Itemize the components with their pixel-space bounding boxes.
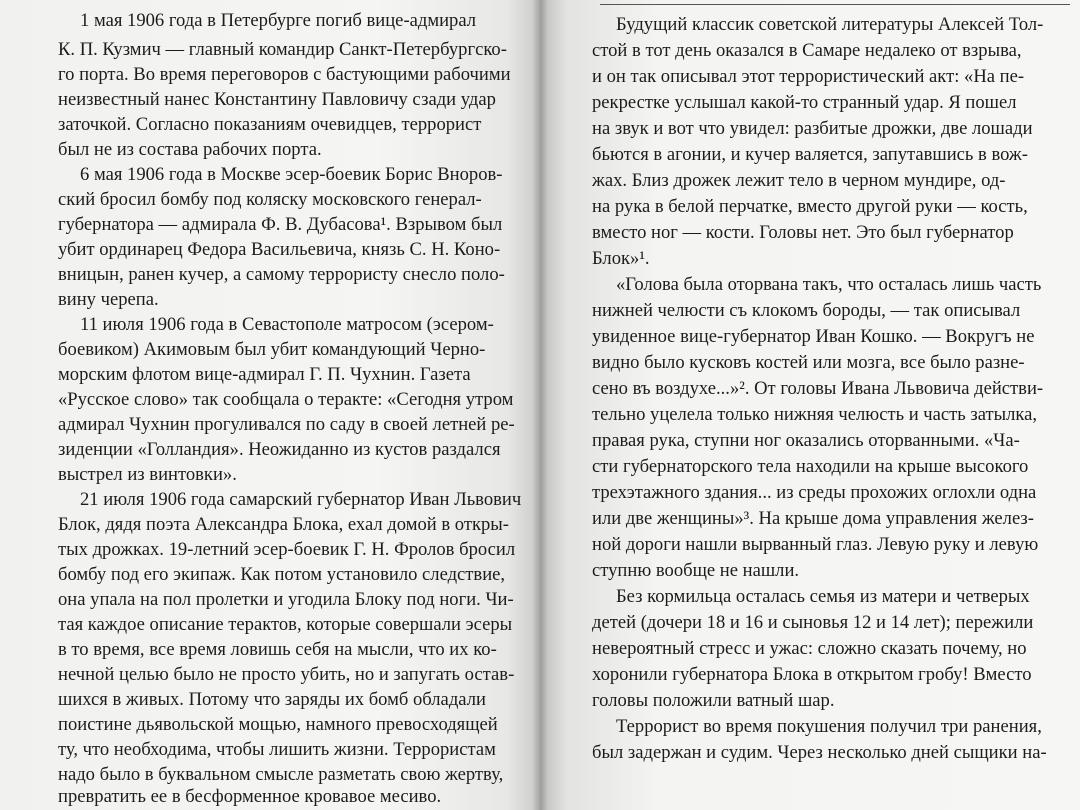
text-line: стой в тот день оказался в Самаре недалеко от взрыва, [592,40,1022,61]
text-line: бьются в агонии, и кучер валяется, запутавшись в вож- [592,144,1028,165]
text-line: ту, что необходима, чтобы лишить жизни. Террористам [58,739,496,760]
text-line: увиденное вице-губернатор Иван Кошко. — Вокругъ не [592,326,1035,347]
text-line: поистине дьявольской мощью, намного превосходящей [58,714,498,735]
text-line: убит ординарец Федора Васильевича, князь С. Н. Коно- [58,239,501,260]
text-line: Без кормильца осталась семья из матери и четверых [616,586,1030,607]
text-line: в то время, все время ловишь себя на мысли, что их ко- [58,639,497,660]
text-line: заточкой. Согласно показаниям очевидцев, террорист [58,114,482,135]
text-line: неизвестный нанес Константину Павловичу сзади удар [58,89,496,110]
text-line: тых дрожках. 19-летний эсер-боевик Г. Н. Фролов бросил [58,539,516,560]
text-line: Террорист во время покушения получил три ранения, [616,716,1042,737]
text-line: рекрестке услышал какой-то странный удар. Я пошел [592,92,1017,113]
text-line: она упала на пол пролетки и угодила Блоку под ноги. Чи- [58,589,514,610]
text-line: выстрел из винтовки». [58,464,237,485]
text-line: «Голова была оторвана такъ, что осталась лишь часть [616,274,1042,295]
text-line: тая каждое описание терактов, которые совершали эсеры [58,614,513,635]
text-line: бомбу под его экипаж. Как потом установило следствие, [58,564,506,585]
text-line: «Русское слово» так сообщала о теракте: «Сегодня утром [58,389,514,410]
text-line: сено въ воздухе...»². От головы Ивана Львовича действи- [592,378,1044,399]
text-line: вину черепа. [58,289,159,310]
text-line: ступню вообще не нашли. [592,560,800,581]
text-line: хоронили губернатора Блока в открытом гробу! Вместо [592,664,1032,685]
text-line: 6 мая 1906 года в Москве эсер-боевик Борис Вноров- [80,164,503,185]
text-line: детей (дочери 18 и 16 и сыновья 12 и 14 лет); пережили [592,612,1034,633]
text-line: 1 мая 1906 года в Петербурге погиб вице-адмирал [80,10,477,31]
text-line: трехэтажного здания... из среды прохожих оглохли одна [592,482,1037,503]
text-line: шихся в живых. Потому что заряды их бомб обладали [58,689,486,710]
text-line: Блок»¹. [592,248,650,269]
text-line: на рука в белой перчатке, вместо другой руки — кость, [592,196,1028,217]
text-line: видно было кусковъ костей или мозга, все было разне- [592,352,1025,373]
text-line: был задержан и судим. Через несколько дней сыщики на- [592,742,1047,763]
text-line: зиденции «Голландия». Неожиданно из кустов раздался [58,439,501,460]
text-line: 11 июля 1906 года в Севастополе матросом (эсером- [80,314,494,335]
header-rule [600,4,1070,5]
right-page [540,0,1080,810]
text-line: губернатора — адмирала Ф. В. Дубасова¹. Взрывом был [58,214,503,235]
text-line: и он так описывал этот террористический акт: «На пе- [592,66,1025,87]
text-line: головы положили ватный шар. [592,690,835,711]
text-line: Будущий классик советской литературы Алексей Тол- [616,14,1044,35]
text-line: вницын, ранен кучер, а самому террористу снесло поло- [58,264,505,285]
text-line: надо было в буквальном смысле разметать свою жертву, [58,764,504,785]
text-line: адмирал Чухнин прогуливался по саду в своей летней ре- [58,414,515,435]
text-line: вместо ног — кости. Головы нет. Это был губернатор [592,222,1014,243]
text-line: ной дороги нашли вырванный глаз. Левую руку и левую [592,534,1039,555]
text-line: превратить ее в бесформенное кровавое месиво. [58,786,442,807]
text-line: правая рука, ступни ног оказались оторванными. «Ча- [592,430,1020,451]
book-gutter [532,0,548,810]
text-line: го порта. Во время переговоров с бастующими рабочими [58,64,511,85]
text-line: нижней челюсти съ клокомъ бороды, — так описывал [592,300,1021,321]
text-line: К. П. Кузмич — главный командир Санкт-Петербургско- [58,39,507,60]
text-line: жах. Близ дрожек лежит тело в черном мундире, од- [592,170,1006,191]
text-line: нечной целью было не просто убить, но и запугать остав- [58,664,515,685]
text-line: боевиком) Акимовым был убит командующий Черно- [58,339,486,360]
text-line: сти губернаторского тела находили на крыше высокого [592,456,1029,477]
text-line: ский бросил бомбу под коляску московского генерал- [58,189,482,210]
text-line: морским флотом вице-адмирал Г. П. Чухнин. Газета [58,364,471,385]
text-line: был не из состава рабочих порта. [58,139,322,160]
text-line: тельно уцелела только нижняя челюсть и часть затылка, [592,404,1038,425]
text-line: невероятный стресс и ужас: сложно сказать почему, но [592,638,1027,659]
text-line: 21 июля 1906 года самарский губернатор Иван Львович [80,489,522,510]
text-line: Блок, дядя поэта Александра Блока, ехал домой в откры- [58,514,509,535]
text-line: или две женщины»³. На крыше дома управления желез- [592,508,1034,529]
text-line: на звук и вот что увидел: разбитые дрожки, две лошади [592,118,1033,139]
